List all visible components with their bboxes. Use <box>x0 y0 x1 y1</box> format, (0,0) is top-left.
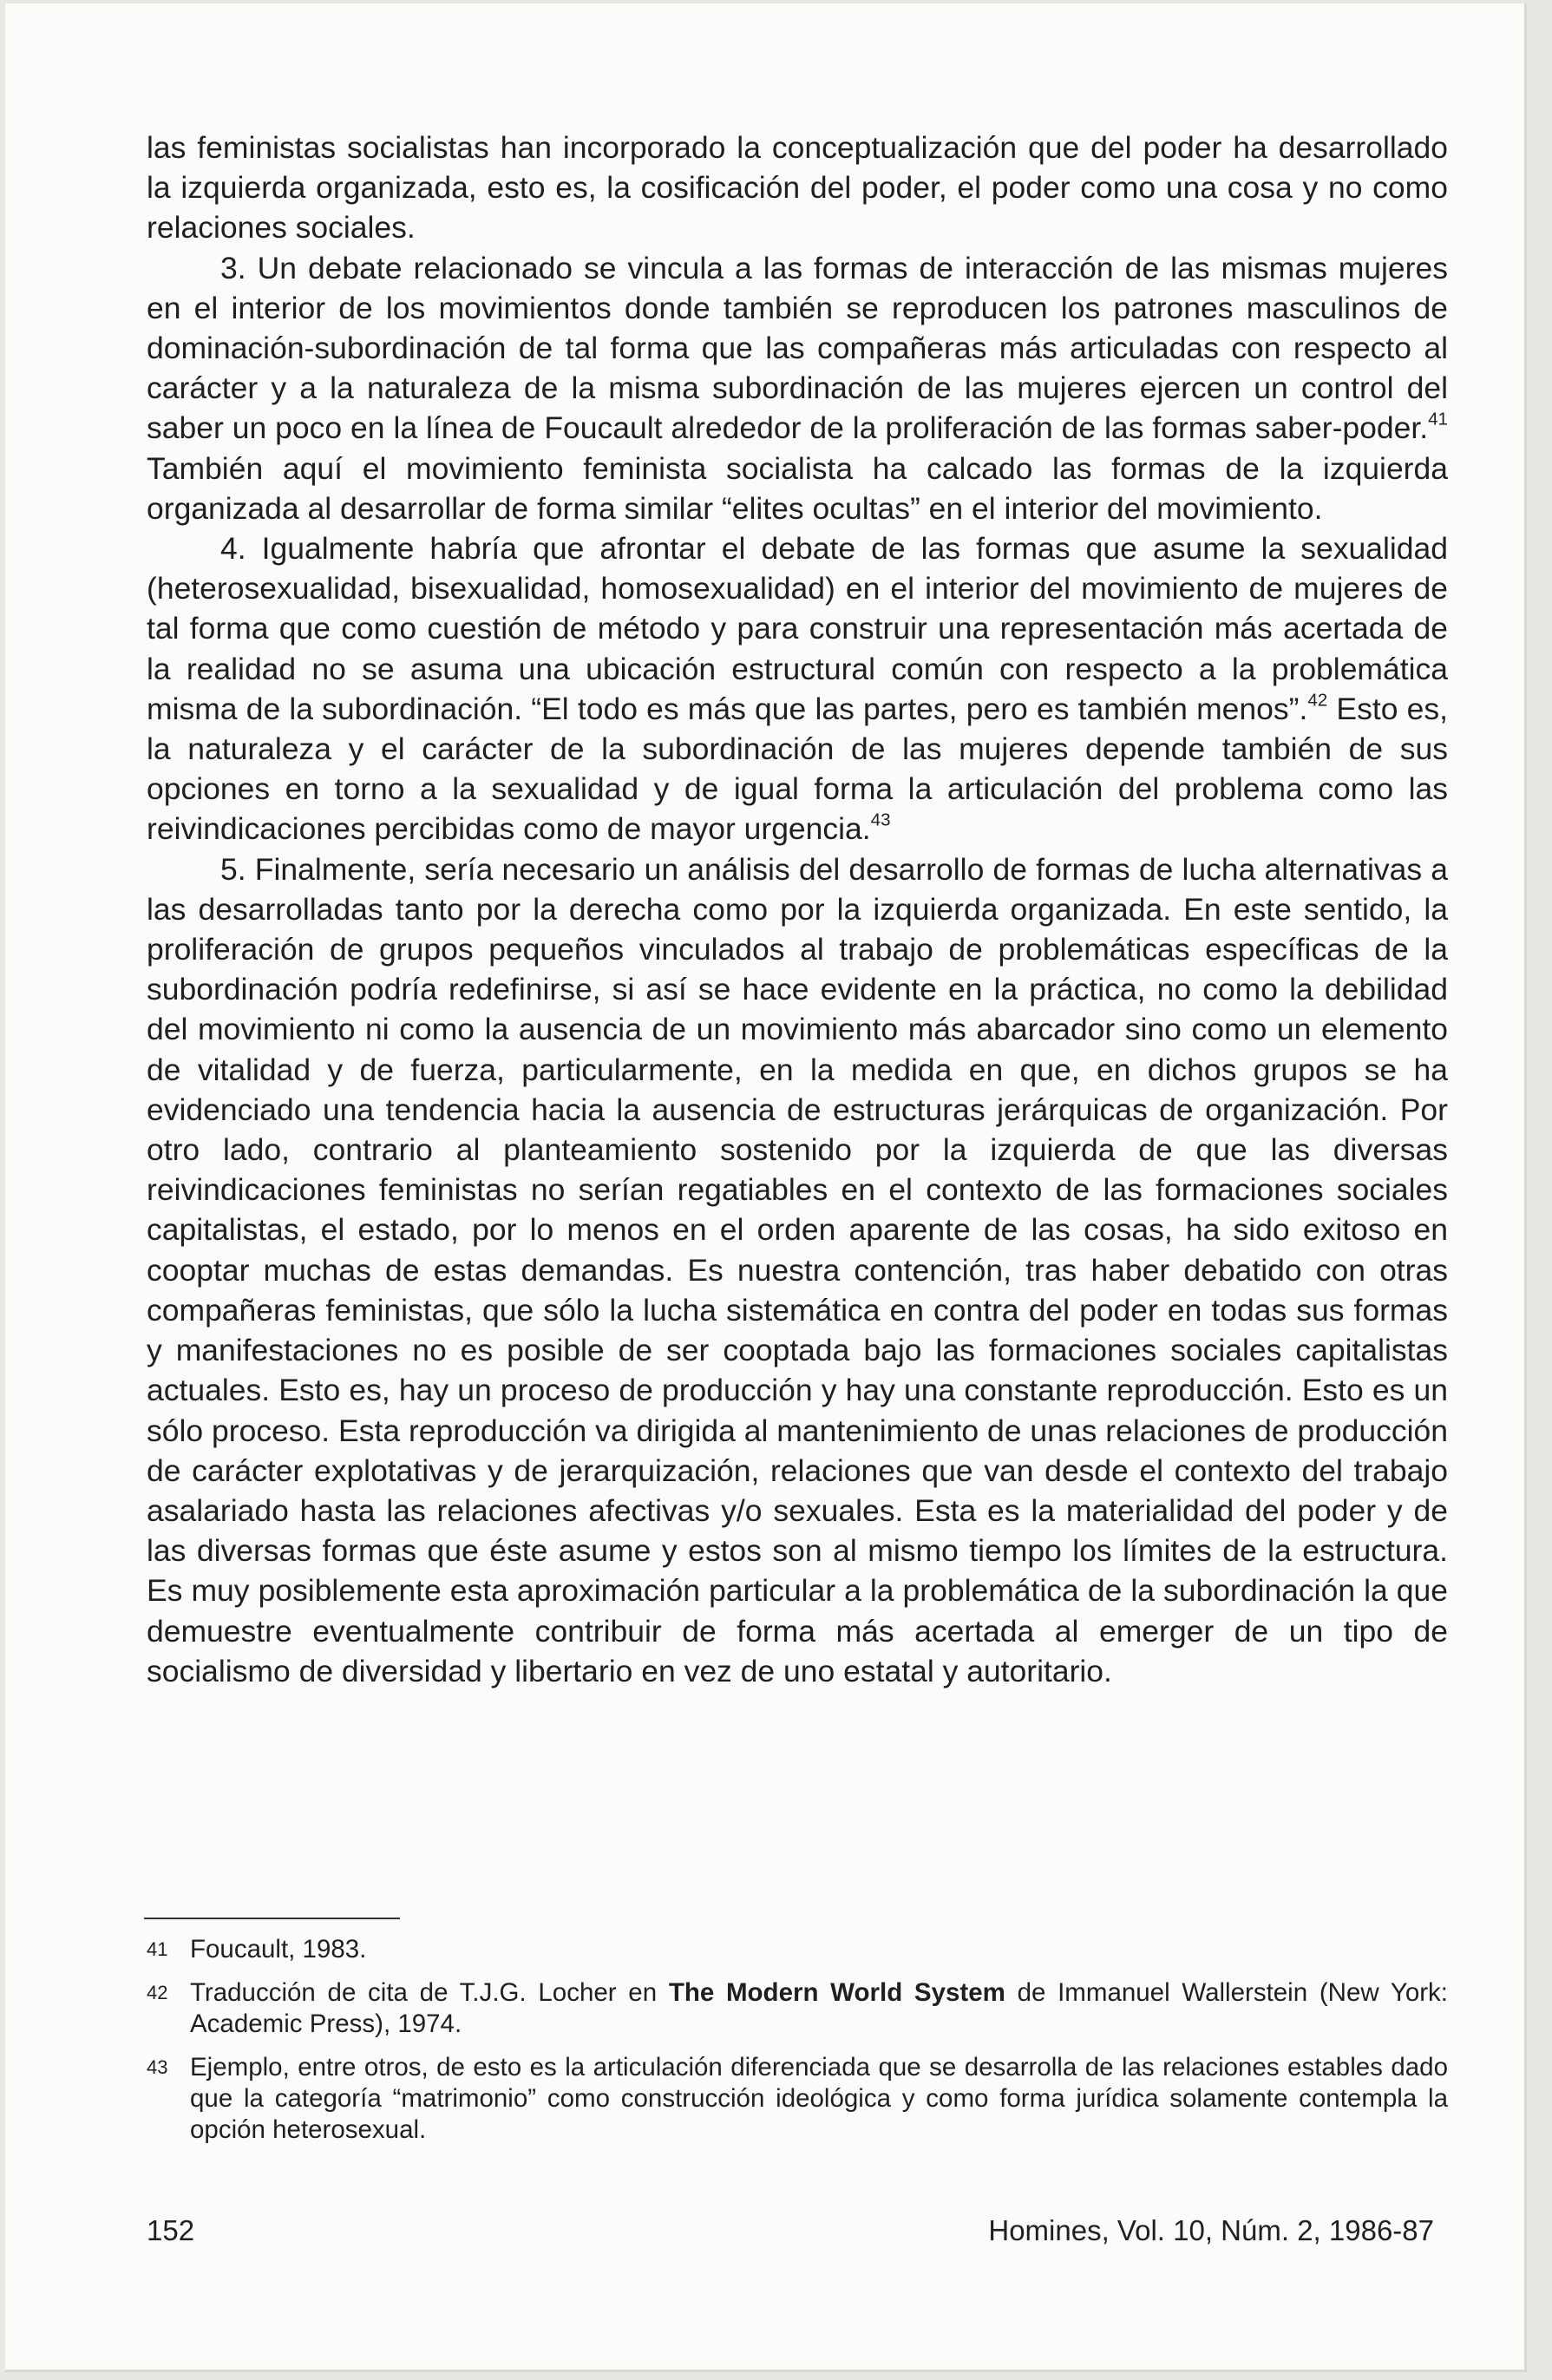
footnote-number: 43 <box>147 2056 168 2078</box>
paragraph-continuation <box>147 128 1448 248</box>
footnote-number: 42 <box>147 1982 168 2003</box>
paragraph-5 <box>147 849 1448 1691</box>
footnote-ref: 41 <box>1428 409 1448 429</box>
footnote-ref: 42 <box>1307 690 1328 711</box>
book-page <box>5 3 1527 2372</box>
footnote-text-part: Traducción de cita de T.J.G. Locher en <box>190 1978 669 2007</box>
footnotes <box>147 1934 1448 2158</box>
footnote-43 <box>147 2052 1448 2146</box>
paragraph-text: 4. Igualmente habría que afrontar el debate de las formas que asume la sexualidad (heterosexualidad, bisexualidad, homosexualidad) en el interior del movimiento de mujeres de tal forma que como cuestión de método y para construir una representación más acertada de la realidad no se asuma una ubicación estructural común con respecto a la problemática misma de la subordinación. “El todo es más que las partes, pero es también menos”. <box>147 531 1448 726</box>
footnote-text-part: de Immanuel Wallerstein (New York: Academic Press), 1974. <box>190 1978 1448 2038</box>
footnote-ref: 43 <box>870 810 891 831</box>
paragraph-text: También aquí el movimiento feminista socialista ha calcado las formas de la izquierda organizada al desarrollar de forma similar “elites ocultas” en el interior del movimiento. <box>147 450 1448 526</box>
paragraph-text: las feministas socialistas han incorporado la conceptualización que del poder ha desarrollado la izquierda organizada, esto es, la cosificación del poder, el poder como una cosa y no como relaciones sociales. <box>147 130 1448 246</box>
footnote-divider <box>144 1918 400 1919</box>
footnote-41 <box>147 1934 1448 1965</box>
book-title: The Modern World System <box>668 1978 1005 2007</box>
body-text <box>147 128 1448 1691</box>
footnote-text: Foucault, 1983. <box>190 1935 367 1964</box>
paragraph-text: 5. Finalmente, sería necesario un análisis del desarrollo de formas de lucha alternativas a las desarrolladas tanto por la derecha como por la izquierda organizada. En este sentido, la proliferación de grupos pequeños vinculados al trabajo de problemáticas específicas de la subordinación podría redefinirse, si así se hace evidente en la práctica, no como la debilidad del movimiento ni como la ausencia de un movimiento más abarcador sino como un elemento de vitalidad y de fuerza, particularmente, en la medida en que, en dichos grupos se ha evidenciado una tendencia hacia la ausencia de estructuras jerárquicas de organización. Por otro lado, contrario al planteamiento sostenido por la izquierda de que las diversas reivindicaciones feministas no serían regatiables en el contexto de las formaciones sociales capitalistas, el estado, por lo menos en el orden aparente de las cosas, ha sido exitoso en cooptar muchas de estas demandas. Es nuestra contención, tras haber debatido con otras compañeras feministas, que sólo la lucha sistemática en contra del poder en todas sus formas y manifestaciones no es posible de ser cooptada bajo las formaciones sociales capitalistas actuales. Esto es, hay un proceso de producción y hay una constante reproducción. Esto es un sólo proceso. Esta reproducción va dirigida al mantenimiento de unas relaciones de producción de carácter explotativas y de jerarquización, relaciones que van desde el contexto del trabajo asalariado hasta las relaciones afectivas y/o sexuales. Esta es la materialidad del poder y de las diversas formas que éste asume y estos son al mismo tiempo los límites de la estructura. Es muy posiblemente esta aproximación particular a la problemática de la subordinación la que demuestre eventualmente contribuir de forma más acertada al emerger de un tipo de socialismo de diversidad y libertario en vez de uno estatal y autoritario. <box>147 851 1448 1688</box>
footnote-text: Ejemplo, entre otros, de esto es la articulación diferenciada que se desarrolla de las relaciones estables dado que la categoría “matrimonio” como construcción ideológica y como forma jurídica solamente contempla la opción heterosexual. <box>190 2053 1448 2144</box>
paragraph-3 <box>147 248 1448 528</box>
page-number: 152 <box>147 2214 195 2246</box>
paragraph-4 <box>147 528 1448 849</box>
paragraph-text: 3. Un debate relacionado se vincula a las formas de interacción de las mismas mujeres en el interior de los movimientos donde también se reproducen los patrones masculinos de dominación-subordinación de tal forma que las compañeras más articuladas con respecto al carácter y a la naturaleza de la misma subordinación de las mujeres ejercen un control del saber un poco en la línea de Foucault alrededor de la proliferación de las formas saber-poder. <box>147 250 1448 446</box>
paragraph-text: Esto es, la naturaleza y el carácter de la subordinación de las mujeres depende también de sus opciones en torno a la sexualidad y de igual forma la articulación del problema como las reivindicaciones percibidas como de mayor urgencia. <box>147 691 1448 847</box>
footnote-42 <box>147 1977 1448 2040</box>
footnote-text <box>190 1977 1448 2040</box>
footnote-number: 41 <box>147 1938 168 1960</box>
journal-citation: Homines, Vol. 10, Núm. 2, 1986-87 <box>988 2214 1434 2246</box>
